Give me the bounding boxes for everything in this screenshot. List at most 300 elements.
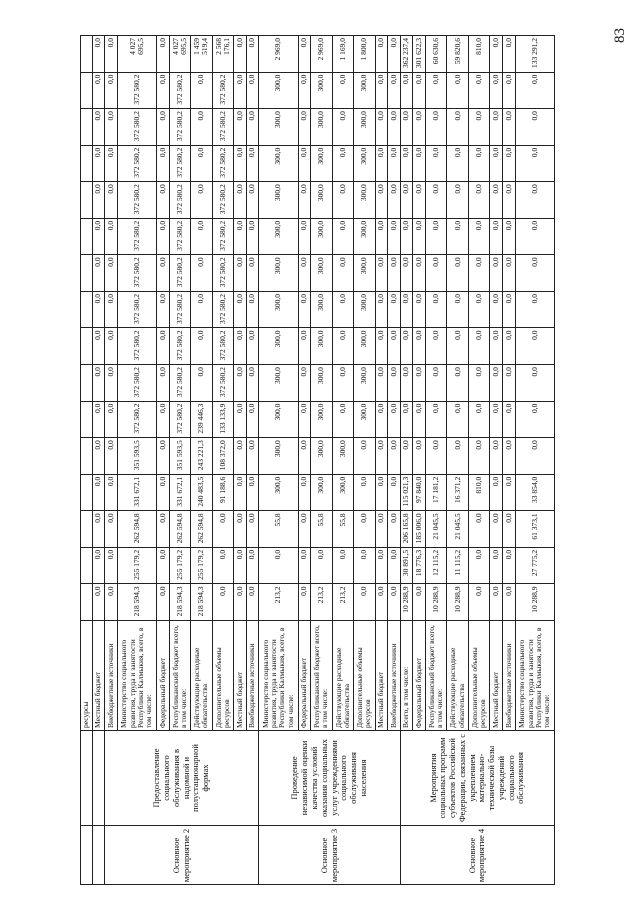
cell-value: 0,0 <box>516 437 554 474</box>
cell-value: 218 594,3 <box>118 583 156 620</box>
cell-value: 0,0 <box>299 254 311 291</box>
cell-value: 0,0 <box>516 364 554 401</box>
cell-value: 0,0 <box>469 328 490 365</box>
cell-value: 300,0 <box>259 108 297 145</box>
cell-value: 300,0 <box>311 72 332 109</box>
cell-value: 0,0 <box>93 328 105 365</box>
cell-value: 55,8 <box>333 510 354 547</box>
cell-value: 2 969,0 <box>259 35 297 72</box>
cell-value: 0,0 <box>503 437 515 474</box>
cell-value: 372 580,2 <box>213 108 234 145</box>
cell-value: 0,0 <box>105 108 117 145</box>
cell-value: 0,0 <box>93 181 105 218</box>
cell-value: 0,0 <box>247 181 259 218</box>
cell-value: 372 580,2 <box>118 364 156 401</box>
cell-value: 301 622,3 <box>413 35 425 72</box>
cell-value: 0,0 <box>413 108 425 145</box>
cell-value: 0,0 <box>376 401 388 438</box>
cell-value: 0,0 <box>247 583 259 620</box>
cell-value: 0,0 <box>333 218 354 255</box>
cell-value: 21 045,5 <box>447 510 468 547</box>
cell-value: 0,0 <box>490 291 502 328</box>
cell-value: 331 672,1 <box>170 474 191 511</box>
cell-value: 0,0 <box>93 364 105 401</box>
cell-value: 0,0 <box>247 401 259 438</box>
cell-value: 0,0 <box>234 181 246 218</box>
cell-value: 0,0 <box>426 181 447 218</box>
cell-value: 0,0 <box>333 547 354 584</box>
cell-value: 0,0 <box>191 328 212 365</box>
cell-value: 0,0 <box>469 510 490 547</box>
cell-value: 1 169,0 <box>333 35 354 72</box>
cell-value: 0,0 <box>191 108 212 145</box>
cell-value: 0,0 <box>447 437 468 474</box>
cell-funding-source: Местный бюджет <box>93 620 105 730</box>
cell-value: 0,0 <box>376 364 388 401</box>
cell-value: 0,0 <box>401 328 413 365</box>
cell-value: 0,0 <box>413 291 425 328</box>
cell-value: 0,0 <box>247 218 259 255</box>
cell-value: 0,0 <box>516 145 554 182</box>
cell-value: 300,0 <box>311 108 332 145</box>
cell-value: 0,0 <box>299 108 311 145</box>
cell-value <box>80 474 92 511</box>
cell-value: 0,0 <box>105 364 117 401</box>
cell-value: 218 594,3 <box>170 583 191 620</box>
cell-value: 372 580,2 <box>213 145 234 182</box>
cell-value: 0,0 <box>447 328 468 365</box>
cell-value: 0,0 <box>376 35 388 72</box>
cell-value <box>80 35 92 72</box>
cell-funding-source: Федеральный бюджет <box>413 620 425 730</box>
cell-value: 0,0 <box>490 72 502 109</box>
cell-value: 0,0 <box>376 547 388 584</box>
cell-value: 0,0 <box>447 401 468 438</box>
cell-value: 0,0 <box>376 437 388 474</box>
cell-value: 0,0 <box>413 328 425 365</box>
cell-value: 243 221,3 <box>191 437 212 474</box>
cell-value: 0,0 <box>376 328 388 365</box>
cell-value: 0,0 <box>469 291 490 328</box>
cell-value: 0,0 <box>354 510 375 547</box>
cell-value: 255 179,2 <box>191 547 212 584</box>
cell-value: 300,0 <box>259 218 297 255</box>
cell-value: 0,0 <box>157 108 169 145</box>
cell-value: 0,0 <box>490 328 502 365</box>
cell-value: 0,0 <box>157 35 169 72</box>
cell-value: 300,0 <box>354 254 375 291</box>
cell-value: 300,0 <box>311 145 332 182</box>
cell-value: 0,0 <box>447 72 468 109</box>
cell-value: 0,0 <box>93 510 105 547</box>
cell-value: 300,0 <box>354 291 375 328</box>
cell-value: 185 006,0 <box>413 510 425 547</box>
cell-value: 0,0 <box>490 364 502 401</box>
cell-value: 0,0 <box>333 72 354 109</box>
cell-value <box>80 72 92 109</box>
cell-value: 300,0 <box>311 218 332 255</box>
cell-value: 0,0 <box>234 437 246 474</box>
cell-value: 133 133,9 <box>213 401 234 438</box>
cell-value: 10 288,9 <box>447 583 468 620</box>
cell-value: 372 580,2 <box>170 328 191 365</box>
cell-value: 0,0 <box>388 510 400 547</box>
cell-value: 300,0 <box>259 181 297 218</box>
cell-value: 372 580,2 <box>170 181 191 218</box>
cell-value: 300,0 <box>259 254 297 291</box>
cell-value: 0,0 <box>105 254 117 291</box>
cell-value: 213,2 <box>259 583 297 620</box>
cell-value: 0,0 <box>426 328 447 365</box>
cell-value: 0,0 <box>503 72 515 109</box>
cell-measure-title: Основное мероприятие 2 <box>105 825 259 885</box>
cell-value: 0,0 <box>490 474 502 511</box>
cell-value: 0,0 <box>376 181 388 218</box>
cell-value: 0,0 <box>247 510 259 547</box>
cell-value: 0,0 <box>234 474 246 511</box>
cell-value: 0,0 <box>401 145 413 182</box>
cell-value: 0,0 <box>105 181 117 218</box>
cell-value: 30 891,5 <box>401 547 413 584</box>
cell-value: 0,0 <box>413 72 425 109</box>
cell-value: 0,0 <box>93 291 105 328</box>
cell-value: 0,0 <box>299 328 311 365</box>
cell-value: 0,0 <box>401 181 413 218</box>
cell-value: 0,0 <box>413 401 425 438</box>
cell-value <box>80 583 92 620</box>
cell-value: 0,0 <box>490 437 502 474</box>
cell-value: 0,0 <box>401 108 413 145</box>
cell-funding-source: Внебюджетные источники <box>388 620 400 730</box>
cell-value: 300,0 <box>259 328 297 365</box>
cell-funding-source: Дополнительные объемы ресурсов <box>469 620 490 730</box>
cell-value: 0,0 <box>447 145 468 182</box>
cell-value: 91 188,6 <box>213 474 234 511</box>
cell-value: 0,0 <box>401 291 413 328</box>
cell-value: 0,0 <box>93 583 105 620</box>
cell-value: 0,0 <box>426 437 447 474</box>
cell-value: 0,0 <box>388 328 400 365</box>
cell-value: 0,0 <box>516 218 554 255</box>
cell-value: 0,0 <box>299 437 311 474</box>
cell-value: 331 672,1 <box>118 474 156 511</box>
cell-value: 0,0 <box>469 583 490 620</box>
cell-value: 372 580,2 <box>213 364 234 401</box>
cell-value: 0,0 <box>516 72 554 109</box>
cell-value: 55,8 <box>259 510 297 547</box>
cell-value: 300,0 <box>259 145 297 182</box>
cell-value: 0,0 <box>234 72 246 109</box>
cell-name-empty <box>93 730 105 825</box>
cell-value: 0,0 <box>413 181 425 218</box>
cell-measure-description: Проведение независимой оценки качества условий оказания социальных услуг учреждениями социального обслуживания населения <box>259 730 401 825</box>
cell-value: 372 580,2 <box>213 181 234 218</box>
cell-value: 10 288,9 <box>516 583 554 620</box>
cell-value: 0,0 <box>447 254 468 291</box>
cell-value: 0,0 <box>503 474 515 511</box>
cell-value: 239 446,3 <box>191 401 212 438</box>
cell-value: 372 580,2 <box>118 72 156 109</box>
cell-value: 0,0 <box>93 108 105 145</box>
cell-value: 372 580,2 <box>170 364 191 401</box>
cell-value: 0,0 <box>469 437 490 474</box>
cell-value: 0,0 <box>247 72 259 109</box>
cell-value: 372 580,2 <box>170 108 191 145</box>
cell-funding-source: Дополнительные объемы ресурсов <box>354 620 375 730</box>
cell-value: 0,0 <box>157 72 169 109</box>
cell-value <box>80 291 92 328</box>
cell-value: 255 179,2 <box>118 547 156 584</box>
cell-value: 372 580,2 <box>118 108 156 145</box>
cell-funding-source: Республиканский бюджет всего, в том числе: <box>311 620 332 730</box>
cell-value: 0,0 <box>503 35 515 72</box>
cell-value: 218 594,3 <box>191 583 212 620</box>
cell-measure-empty <box>93 825 105 885</box>
cell-value: 0,0 <box>388 145 400 182</box>
cell-value: 0,0 <box>388 254 400 291</box>
cell-value: 300,0 <box>311 254 332 291</box>
cell-value: 0,0 <box>157 547 169 584</box>
cell-value: 0,0 <box>516 181 554 218</box>
cell-value: 0,0 <box>426 108 447 145</box>
cell-value: 372 580,2 <box>118 328 156 365</box>
cell-value: 0,0 <box>105 510 117 547</box>
cell-value: 0,0 <box>299 364 311 401</box>
cell-value <box>80 437 92 474</box>
cell-value: 0,0 <box>191 72 212 109</box>
cell-value: 262 594,8 <box>191 510 212 547</box>
cell-value: 0,0 <box>234 108 246 145</box>
cell-value: 0,0 <box>388 583 400 620</box>
cell-value: 0,0 <box>401 218 413 255</box>
cell-value: 33 854,0 <box>516 474 554 511</box>
cell-value: 0,0 <box>503 145 515 182</box>
cell-value: 0,0 <box>447 181 468 218</box>
cell-value: 0,0 <box>105 474 117 511</box>
cell-funding-source: Федеральный бюджет <box>157 620 169 730</box>
cell-value: 0,0 <box>401 254 413 291</box>
cell-value: 0,0 <box>191 218 212 255</box>
cell-value: 1 800,0 <box>354 35 375 72</box>
cell-value: 0,0 <box>247 145 259 182</box>
cell-value: 27 775,2 <box>516 547 554 584</box>
cell-value: 0,0 <box>213 510 234 547</box>
cell-value: 0,0 <box>234 218 246 255</box>
cell-value: 0,0 <box>413 145 425 182</box>
cell-value: 0,0 <box>503 181 515 218</box>
cell-funding-source: Министерство социального развития, труда и занятости Республики Калмыкия, всего, в том числе: <box>259 620 297 730</box>
cell-value: 0,0 <box>93 474 105 511</box>
cell-value: 0,0 <box>191 364 212 401</box>
cell-value: 18 776,3 <box>413 547 425 584</box>
cell-value: 300,0 <box>259 364 297 401</box>
cell-value: 0,0 <box>299 474 311 511</box>
cell-value: 61 373,1 <box>516 510 554 547</box>
cell-value: 0,0 <box>503 328 515 365</box>
cell-value: 0,0 <box>93 218 105 255</box>
cell-value: 0,0 <box>490 254 502 291</box>
cell-value: 0,0 <box>247 328 259 365</box>
cell-value: 0,0 <box>490 145 502 182</box>
cell-value: 4 027 695,5 <box>170 35 191 72</box>
cell-value: 0,0 <box>157 145 169 182</box>
cell-value: 0,0 <box>516 328 554 365</box>
cell-value: 0,0 <box>354 583 375 620</box>
cell-value: 0,0 <box>469 72 490 109</box>
cell-value: 0,0 <box>401 401 413 438</box>
cell-value: 372 580,2 <box>118 145 156 182</box>
cell-value: 0,0 <box>299 583 311 620</box>
cell-value: 0,0 <box>157 254 169 291</box>
cell-value: 0,0 <box>157 181 169 218</box>
cell-value: 0,0 <box>516 254 554 291</box>
cell-value <box>80 181 92 218</box>
cell-funding-source: Действующие расходные обязательства <box>447 620 468 730</box>
cell-value: 300,0 <box>311 474 332 511</box>
cell-value: 0,0 <box>234 254 246 291</box>
cell-value: 0,0 <box>247 254 259 291</box>
cell-value: 17 181,2 <box>426 474 447 511</box>
cell-value: 300,0 <box>354 401 375 438</box>
cell-value: 0,0 <box>469 401 490 438</box>
cell-value: 0,0 <box>234 401 246 438</box>
cell-value: 0,0 <box>376 254 388 291</box>
cell-value: 108 372,0 <box>213 437 234 474</box>
cell-value: 0,0 <box>333 254 354 291</box>
cell-value: 0,0 <box>247 291 259 328</box>
cell-value: 0,0 <box>401 72 413 109</box>
cell-value: 2 969,0 <box>311 35 332 72</box>
cell-value: 0,0 <box>93 145 105 182</box>
cell-value: 0,0 <box>426 291 447 328</box>
cell-value: 372 580,2 <box>118 401 156 438</box>
cell-value: 0,0 <box>93 35 105 72</box>
cell-value: 0,0 <box>234 510 246 547</box>
cell-value: 0,0 <box>413 364 425 401</box>
cell-value: 300,0 <box>259 72 297 109</box>
cell-value: 300,0 <box>354 364 375 401</box>
cell-value: 59 820,6 <box>447 35 468 72</box>
cell-value: 0,0 <box>447 108 468 145</box>
cell-value <box>80 510 92 547</box>
cell-value: 0,0 <box>490 108 502 145</box>
cell-value: 372 580,2 <box>213 328 234 365</box>
cell-value: 300,0 <box>311 328 332 365</box>
cell-value: 0,0 <box>376 72 388 109</box>
cell-value: 0,0 <box>234 364 246 401</box>
cell-value: 0,0 <box>469 108 490 145</box>
cell-value: 60 630,6 <box>426 35 447 72</box>
cell-value: 0,0 <box>93 72 105 109</box>
cell-value: 372 580,2 <box>118 254 156 291</box>
cell-value: 0,0 <box>516 291 554 328</box>
cell-value: 0,0 <box>388 474 400 511</box>
cell-value: 0,0 <box>388 181 400 218</box>
cell-value: 0,0 <box>157 291 169 328</box>
cell-measure-empty <box>80 825 92 885</box>
cell-value: 0,0 <box>503 108 515 145</box>
cell-value: 0,0 <box>299 218 311 255</box>
cell-value: 240 483,5 <box>191 474 212 511</box>
cell-value: 0,0 <box>247 35 259 72</box>
cell-value: 300,0 <box>259 401 297 438</box>
cell-value: 0,0 <box>311 547 332 584</box>
cell-value: 0,0 <box>105 583 117 620</box>
cell-value: 0,0 <box>157 583 169 620</box>
cell-value: 0,0 <box>105 328 117 365</box>
cell-value: 372 580,2 <box>170 72 191 109</box>
cell-value: 0,0 <box>376 291 388 328</box>
cell-value: 0,0 <box>447 218 468 255</box>
cell-value: 300,0 <box>259 291 297 328</box>
cell-value: 0,0 <box>333 181 354 218</box>
cell-value: 0,0 <box>376 108 388 145</box>
cell-value: 0,0 <box>93 254 105 291</box>
cell-value: 0,0 <box>401 437 413 474</box>
cell-value: 372 580,2 <box>170 291 191 328</box>
cell-value: 0,0 <box>354 474 375 511</box>
cell-value: 0,0 <box>426 401 447 438</box>
cell-value: 300,0 <box>354 108 375 145</box>
cell-measure-description: Мероприятия социальных программ субъектов Российской Федерации, связанных с укреплением материально-технической базы учреждений социального обслуживания <box>401 730 555 825</box>
cell-value: 0,0 <box>388 401 400 438</box>
cell-value: 0,0 <box>247 547 259 584</box>
cell-value: 0,0 <box>157 364 169 401</box>
cell-value: 372 580,2 <box>213 254 234 291</box>
cell-value: 16 371,2 <box>447 474 468 511</box>
cell-value: 0,0 <box>426 72 447 109</box>
cell-value: 0,0 <box>413 254 425 291</box>
cell-funding-source: Федеральный бюджет <box>299 620 311 730</box>
cell-value: 0,0 <box>469 145 490 182</box>
cell-value: 0,0 <box>503 254 515 291</box>
cell-value: 372 580,2 <box>213 72 234 109</box>
cell-funding-source: Дополнительные объемы ресурсов <box>213 620 234 730</box>
cell-value: 372 580,2 <box>213 218 234 255</box>
cell-value: 0,0 <box>105 547 117 584</box>
cell-value: 255 179,2 <box>170 547 191 584</box>
cell-value: 4 027 695,5 <box>118 35 156 72</box>
cell-value: 0,0 <box>299 72 311 109</box>
cell-value: 0,0 <box>490 218 502 255</box>
cell-value <box>80 364 92 401</box>
cell-value: 0,0 <box>376 510 388 547</box>
cell-value: 0,0 <box>388 108 400 145</box>
cell-funding-source: Внебюджетные источники <box>105 620 117 730</box>
cell-value: 372 580,2 <box>170 254 191 291</box>
cell-value: 0,0 <box>426 145 447 182</box>
cell-funding-source: Действующие расходные обязательства <box>333 620 354 730</box>
cell-value: 300,0 <box>259 437 297 474</box>
cell-value: 300,0 <box>311 291 332 328</box>
cell-value: 351 593,5 <box>118 437 156 474</box>
cell-value: 0,0 <box>333 291 354 328</box>
cell-value: 0,0 <box>299 181 311 218</box>
cell-value: 0,0 <box>413 218 425 255</box>
cell-value: 0,0 <box>490 181 502 218</box>
cell-value: 0,0 <box>490 401 502 438</box>
cell-value: 300,0 <box>333 474 354 511</box>
cell-funding-source: Республиканский бюджет всего, в том числе: <box>170 620 191 730</box>
cell-value: 0,0 <box>333 401 354 438</box>
cell-measure-title: Основное мероприятие 3 <box>259 825 401 885</box>
cell-value: 372 580,2 <box>170 401 191 438</box>
cell-value: 0,0 <box>299 547 311 584</box>
cell-value: 300,0 <box>354 328 375 365</box>
cell-value <box>80 108 92 145</box>
cell-value: 0,0 <box>388 437 400 474</box>
cell-value: 0,0 <box>413 583 425 620</box>
